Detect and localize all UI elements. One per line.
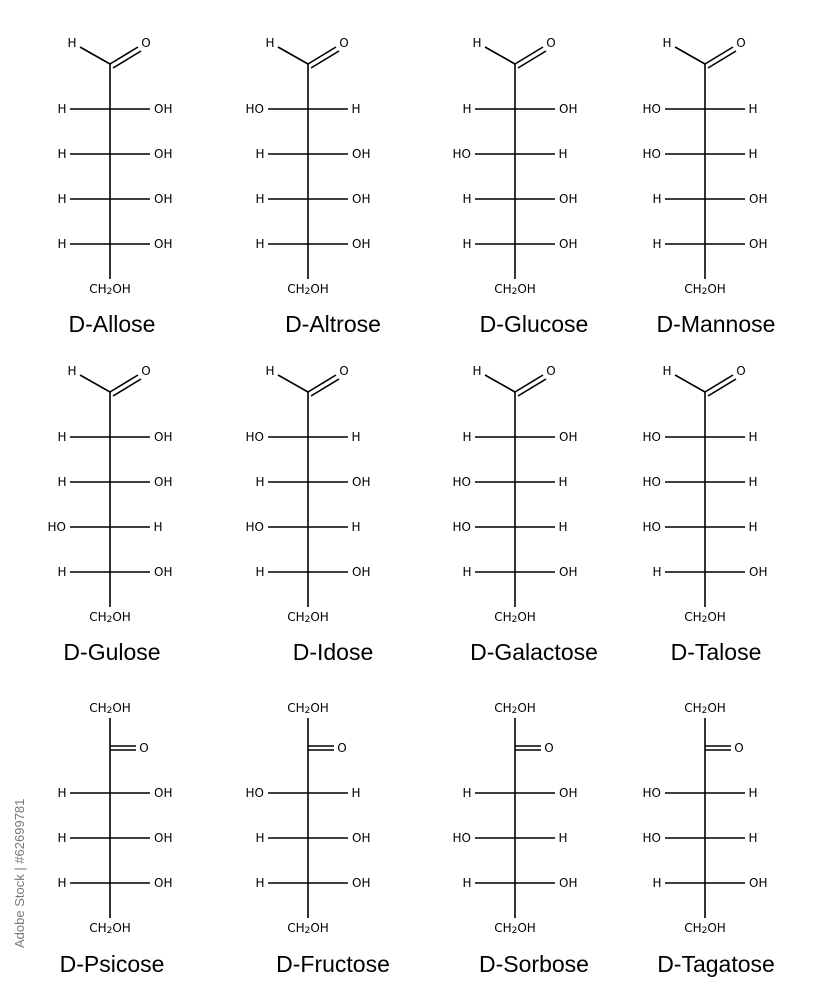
right-oh: OH [352, 192, 371, 206]
bottom-ch2oh: $CH_2OH$ [494, 921, 536, 936]
right-oh: OH [352, 565, 371, 579]
bottom-ch2oh: $CH_2OH$ [287, 610, 329, 625]
top-ch2oh: $CH_2OH$ [684, 701, 726, 716]
ketone-o: O [337, 741, 347, 755]
bottom-ch2oh: $CH_2OH$ [494, 610, 536, 625]
left-h: H [462, 192, 472, 206]
right-h: H [748, 520, 758, 534]
sugar-name: D-Psicose [59, 951, 165, 977]
bottom-ch2oh: $CH_2OH$ [287, 282, 329, 297]
sugar-name: D-Sorbose [479, 951, 589, 977]
left-h: H [652, 565, 662, 579]
left-h: H [255, 192, 265, 206]
bottom-ch2oh: $CH_2OH$ [684, 610, 726, 625]
left-ho: HO [642, 786, 661, 800]
bond-ch [278, 375, 308, 392]
aldehyde-h: H [265, 364, 275, 378]
sugar-d-psicose [57, 701, 172, 977]
right-h: H [153, 520, 163, 534]
sugar-d-galactose [453, 364, 598, 665]
left-ho: HO [452, 831, 471, 845]
right-oh: OH [352, 475, 371, 489]
sugar-name: D-Mannose [656, 311, 776, 337]
left-ho: HO [245, 520, 264, 534]
sugar-name: D-Idose [292, 639, 374, 665]
right-oh: OH [559, 565, 578, 579]
left-h: H [57, 565, 67, 579]
sugar-d-allose [57, 36, 172, 337]
right-oh: OH [352, 876, 371, 890]
aldehyde-o: O [736, 36, 746, 50]
left-h: H [57, 237, 67, 251]
left-h: H [57, 192, 67, 206]
sugar-d-idose [246, 364, 374, 665]
ketone-o: O [139, 741, 149, 755]
left-ho: HO [642, 831, 661, 845]
left-h: H [57, 475, 67, 489]
left-h: H [57, 876, 67, 890]
left-h: H [255, 237, 265, 251]
sugar-d-glucose [453, 36, 589, 337]
right-oh: OH [749, 237, 768, 251]
aldehyde-h: H [67, 36, 77, 50]
right-oh: OH [154, 786, 173, 800]
left-h: H [652, 192, 662, 206]
top-ch2oh: $CH_2OH$ [287, 701, 329, 716]
right-h: H [748, 831, 758, 845]
right-h: H [558, 831, 568, 845]
left-ho: HO [245, 102, 264, 116]
bottom-ch2oh: $CH_2OH$ [287, 921, 329, 936]
left-ho: HO [452, 520, 471, 534]
bottom-ch2oh: $CH_2OH$ [684, 921, 726, 936]
left-ho: HO [642, 430, 661, 444]
top-ch2oh: $CH_2OH$ [89, 701, 131, 716]
right-oh: OH [154, 147, 173, 161]
left-ho: HO [452, 147, 471, 161]
bond-ch [80, 47, 110, 64]
left-h: H [255, 475, 265, 489]
right-h: H [748, 786, 758, 800]
sugar-d-altrose [246, 36, 381, 337]
left-h: H [255, 147, 265, 161]
left-h: H [255, 565, 265, 579]
left-h: H [462, 430, 472, 444]
left-h: H [57, 831, 67, 845]
right-h: H [748, 147, 758, 161]
left-ho: HO [47, 520, 66, 534]
right-oh: OH [154, 430, 173, 444]
right-h: H [558, 520, 568, 534]
right-oh: OH [559, 876, 578, 890]
right-oh: OH [749, 876, 768, 890]
bottom-ch2oh: $CH_2OH$ [89, 282, 131, 297]
right-oh: OH [559, 786, 578, 800]
sugar-name: D-Fructose [276, 951, 390, 977]
left-h: H [255, 831, 265, 845]
watermark-text: Adobe Stock | #62699781 [12, 798, 27, 948]
right-oh: OH [352, 147, 371, 161]
bond-ch [675, 47, 705, 64]
aldehyde-h: H [67, 364, 77, 378]
aldehyde-o: O [736, 364, 746, 378]
right-oh: OH [559, 102, 578, 116]
right-oh: OH [559, 237, 578, 251]
ketone-o: O [734, 741, 744, 755]
left-h: H [652, 237, 662, 251]
sugar-d-mannose [643, 36, 776, 337]
sugar-name: D-Galactose [470, 639, 598, 665]
right-oh: OH [154, 237, 173, 251]
bond-ch [485, 375, 515, 392]
left-h: H [255, 876, 265, 890]
sugar-d-fructose [246, 701, 390, 977]
right-oh: OH [559, 430, 578, 444]
right-h: H [558, 475, 568, 489]
left-h: H [462, 237, 472, 251]
right-oh: OH [154, 565, 173, 579]
right-h: H [558, 147, 568, 161]
right-h: H [748, 102, 758, 116]
right-h: H [351, 786, 361, 800]
bottom-ch2oh: $CH_2OH$ [684, 282, 726, 297]
right-h: H [351, 102, 361, 116]
right-oh: OH [154, 831, 173, 845]
sugar-name: D-Glucose [479, 311, 589, 337]
top-ch2oh: $CH_2OH$ [494, 701, 536, 716]
sugar-d-tagatose [643, 701, 775, 977]
right-oh: OH [749, 565, 768, 579]
aldehyde-h: H [472, 364, 482, 378]
bottom-ch2oh: $CH_2OH$ [89, 921, 131, 936]
right-oh: OH [352, 237, 371, 251]
sugar-d-sorbose [453, 701, 589, 977]
left-h: H [462, 876, 472, 890]
bottom-ch2oh: $CH_2OH$ [494, 282, 536, 297]
right-h: H [351, 520, 361, 534]
aldehyde-o: O [141, 364, 151, 378]
left-h: H [57, 147, 67, 161]
sugar-d-gulose [48, 364, 173, 665]
aldehyde-o: O [546, 36, 556, 50]
right-oh: OH [154, 102, 173, 116]
sugar-d-talose [643, 364, 768, 665]
aldehyde-h: H [265, 36, 275, 50]
left-h: H [652, 876, 662, 890]
aldehyde-o: O [339, 36, 349, 50]
left-h: H [462, 102, 472, 116]
left-ho: HO [642, 102, 661, 116]
aldehyde-o: O [141, 36, 151, 50]
left-h: H [462, 565, 472, 579]
right-h: H [748, 430, 758, 444]
bond-ch [80, 375, 110, 392]
right-oh: OH [154, 475, 173, 489]
aldehyde-h: H [662, 36, 672, 50]
sugar-name: D-Altrose [285, 311, 381, 337]
left-ho: HO [245, 430, 264, 444]
left-ho: HO [642, 520, 661, 534]
aldehyde-h: H [662, 364, 672, 378]
sugar-name: D-Gulose [63, 639, 161, 665]
right-oh: OH [154, 192, 173, 206]
aldehyde-h: H [472, 36, 482, 50]
right-oh: OH [749, 192, 768, 206]
bottom-ch2oh: $CH_2OH$ [89, 610, 131, 625]
right-h: H [351, 430, 361, 444]
bond-ch [485, 47, 515, 64]
sugar-name: D-Tagatose [657, 951, 775, 977]
watermark [4, 770, 34, 950]
ketone-o: O [544, 741, 554, 755]
right-h: H [748, 475, 758, 489]
aldehyde-o: O [339, 364, 349, 378]
left-ho: HO [642, 475, 661, 489]
right-oh: OH [559, 192, 578, 206]
bond-ch [278, 47, 308, 64]
sugar-name: D-Talose [670, 639, 762, 665]
right-oh: OH [154, 876, 173, 890]
left-h: H [462, 786, 472, 800]
sugar-name: D-Allose [68, 311, 156, 337]
left-ho: HO [642, 147, 661, 161]
left-ho: HO [245, 786, 264, 800]
bond-ch [675, 375, 705, 392]
left-h: H [57, 102, 67, 116]
aldehyde-o: O [546, 364, 556, 378]
left-ho: HO [452, 475, 471, 489]
left-h: H [57, 786, 67, 800]
left-h: H [57, 430, 67, 444]
right-oh: OH [352, 831, 371, 845]
